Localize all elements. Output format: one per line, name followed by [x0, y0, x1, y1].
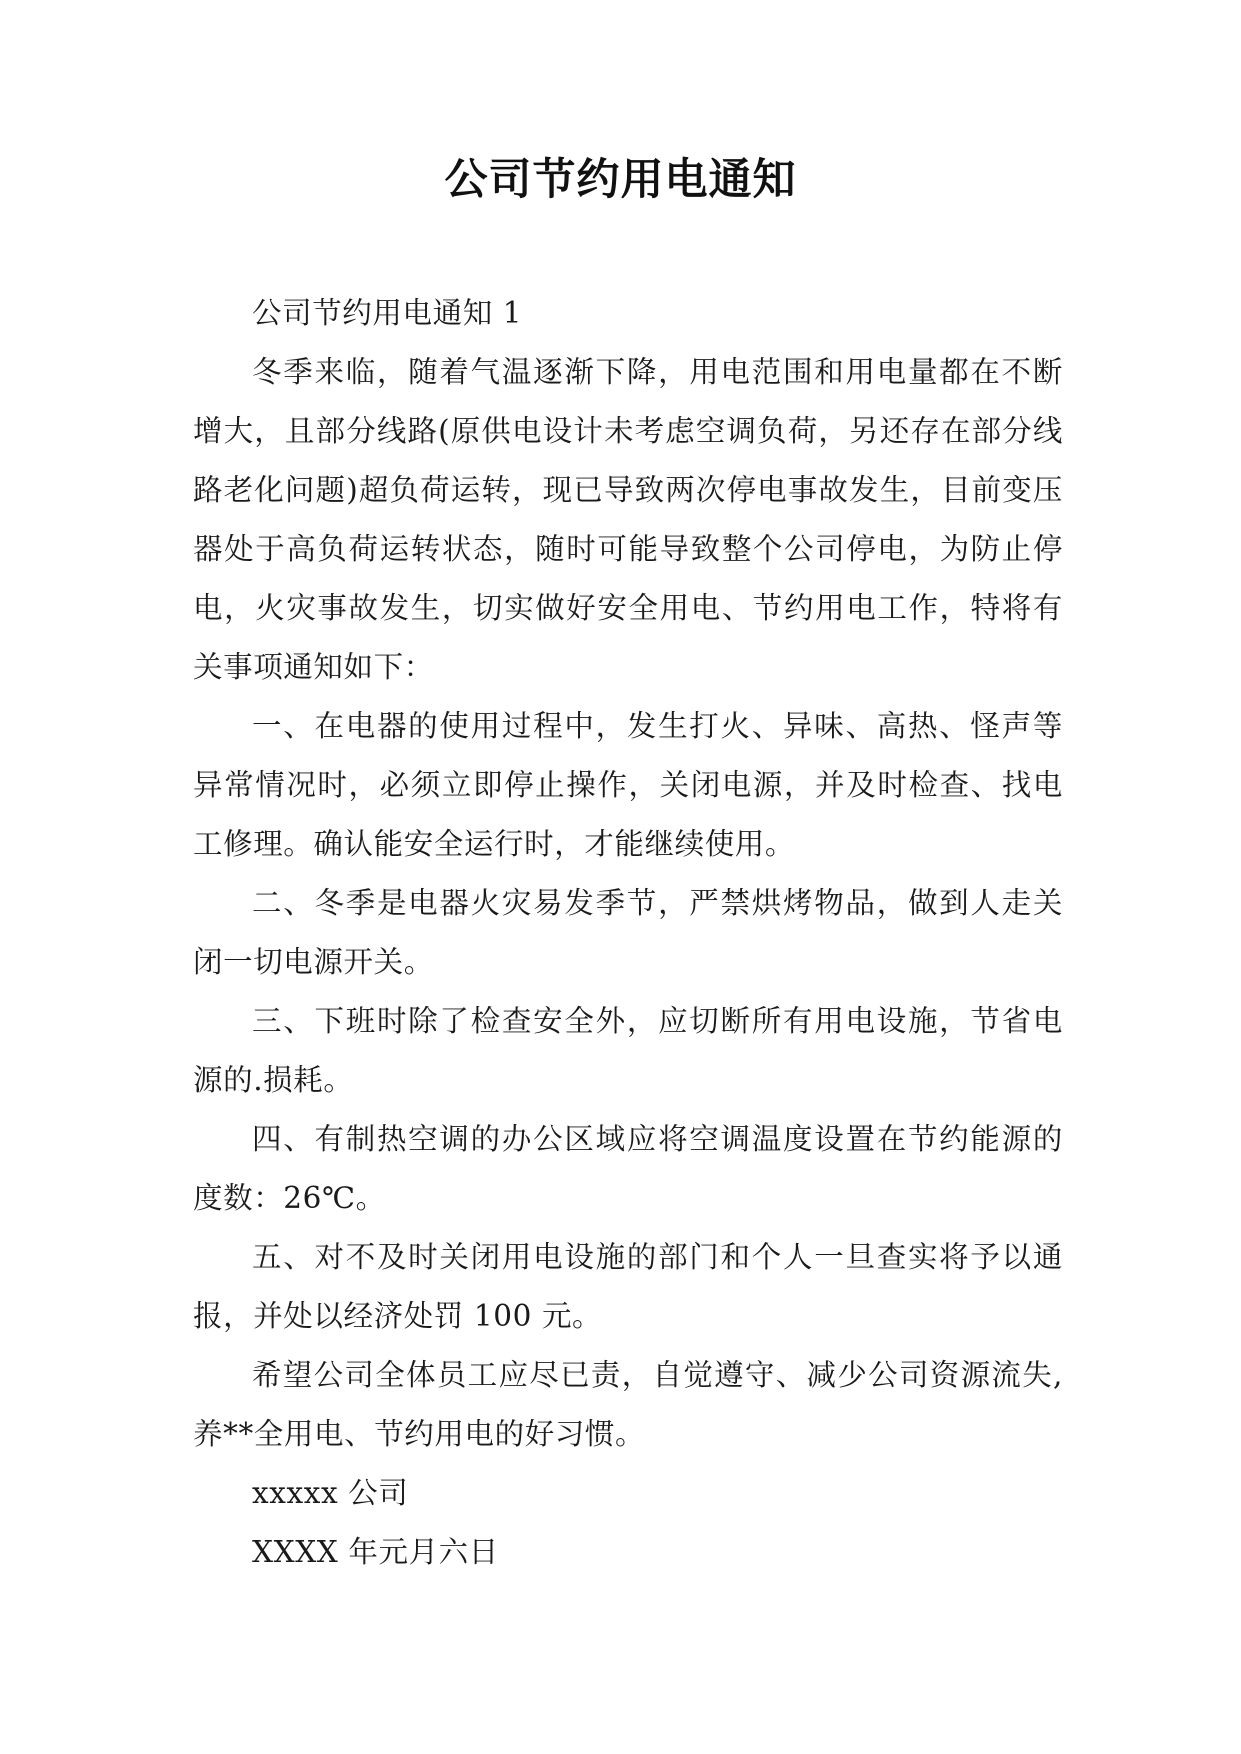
- paragraph-item-2: 二、冬季是电器火灾易发季节，严禁烘烤物品，做到人走关闭一切电源开关。: [193, 886, 1063, 979]
- paragraph-intro: 冬季来临，随着气温逐渐下降，用电范围和用电量都在不断增大，且部分线路(原供电设计未考虑空调负荷，另还存在部分线路老化问题)超负荷运转，现已导致两次停电事故发生，目前变压器处于高负荷运转状态，随时可能导致整个公司停电，为防止停电，火灾事故发生，切实做好安全用电、节约用电工作，特将有关事项通知如下：: [193, 355, 1063, 684]
- paragraph-closing: 希望公司全体员工应尽已责，自觉遵守、减少公司资源流失,养**全用电、节约用电的好习惯。: [193, 1358, 1063, 1451]
- paragraph-item-5: 五、对不及时关闭用电设施的部门和个人一旦查实将予以通报，并处以经济处罚 100 元。: [193, 1240, 1063, 1333]
- signature-date: XXXX 年元月六日: [252, 1535, 499, 1569]
- paragraph-item-3: 三、下班时除了检查安全外，应切断所有用电设施，节省电源的.损耗。: [193, 1004, 1063, 1097]
- document-body: [193, 284, 1063, 1582]
- paragraph-item-4: 四、有制热空调的办公区域应将空调温度设置在节约能源的度数：26℃。: [193, 1122, 1063, 1215]
- section-heading: 公司节约用电通知 1: [252, 296, 523, 330]
- signature-company: xxxxx 公司: [252, 1476, 409, 1510]
- paragraph-item-1: 一、在电器的使用过程中，发生打火、异味、高热、怪声等异常情况时，必须立即停止操作，关闭电源，并及时检查、找电工修理。确认能安全运行时，才能继续使用。: [193, 709, 1063, 861]
- document-title: 公司节约用电通知: [444, 155, 797, 205]
